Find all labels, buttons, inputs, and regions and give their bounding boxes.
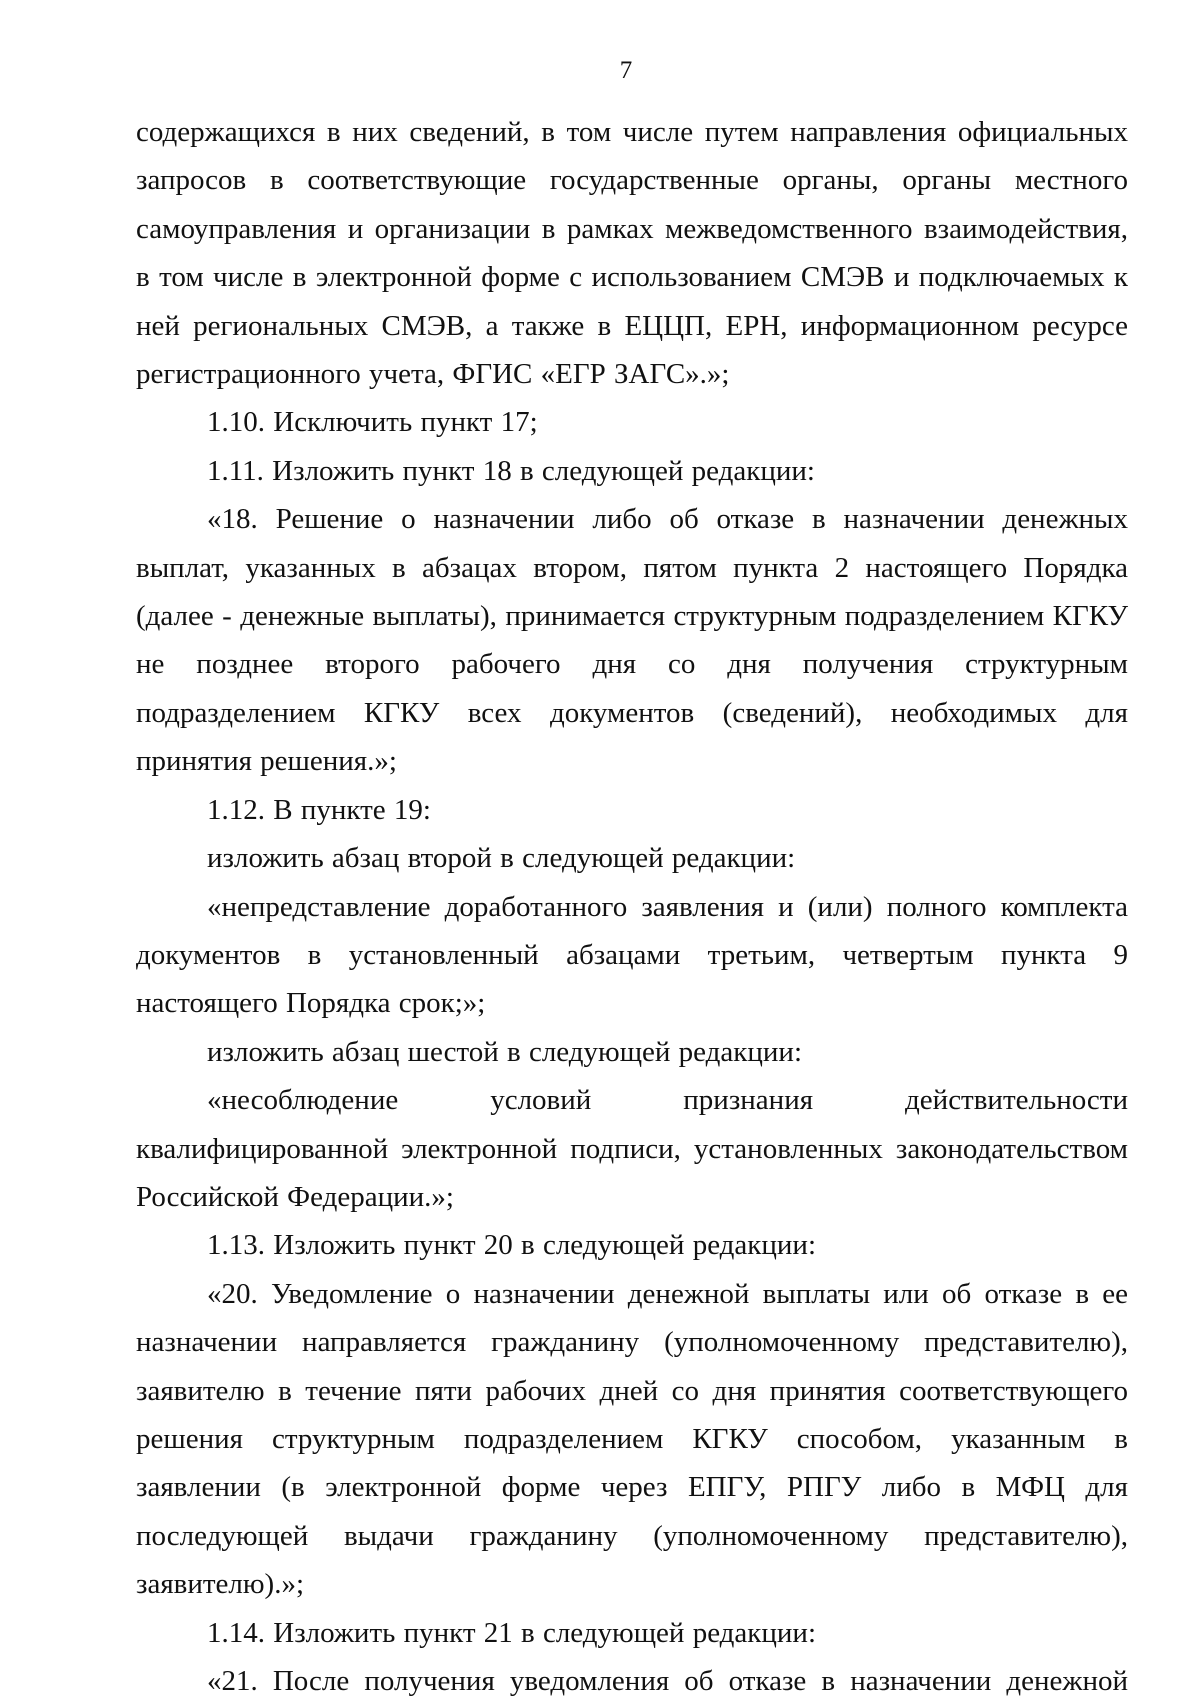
paragraph-abzac-sixth-instruction: изложить абзац шестой в следующей редакции: [207,1035,802,1068]
paragraph-point-18-text: «18. Решение о назначении либо об отказе в назначении денежных выплат, указанных в абзацах втором, пятом пункта 2 настоящего Порядка (далее - денежные выплаты), принимается структурным подразделением КГКУ не позднее второго рабочего дня со дня получения структурным подразделением КГКУ всех документов (сведений), необходимых для принятия решения.»; [136,503,1128,778]
paragraph-point-21-text: «21. После получения уведомления об отказе в назначении денежной [207,1665,1128,1697]
paragraph-abzac-sixth-text: «несоблюдение условий признания действительности квалифицированной электронной подписи, установленных законодательством Российской Федерации.»; [136,1084,1128,1213]
paragraph-abzac-second-text: «непредставление доработанного заявления и (или) полного комплекта документов в установленный абзацами третьим, четвертым пункта 9 настоящего Порядка срок;»; [136,890,1128,1020]
paragraph-item-1-12: 1.12. В пункте 19: [207,793,431,826]
paragraph-item-1-11: 1.11. Изложить пункт 18 в следующей редакции: [207,454,815,487]
document-body [136,108,1128,1705]
paragraph-item-1-10: 1.10. Исключить пункт 17; [207,406,538,439]
page-number: 7 [619,57,633,84]
paragraph-point-20-text: «20. Уведомление о назначении денежной выплаты или об отказе в ее назначении направляется гражданину (уполномоченному представителю), заявителю в течение пяти рабочих дней со дня принятия соответствующего решения структурным подразделением КГКУ способом, указанным в заявлении (в электронной форме через ЕПГУ, РПГУ либо в МФЦ для последующей выдачи гражданину (уполномоченному представителю), заявителю).»; [136,1277,1128,1601]
paragraph-abzac-second-instruction: изложить абзац второй в следующей редакции: [207,842,796,875]
paragraph-item-1-14: 1.14. Изложить пункт 21 в следующей редакции: [207,1616,817,1649]
paragraph-item-1-13: 1.13. Изложить пункт 20 в следующей редакции: [207,1229,817,1262]
paragraph-continuation: содержащихся в них сведений, в том числе путем направления официальных запросов в соответствующие государственные органы, органы местного самоуправления и организации в рамках межведомственного взаимодействия, в том числе в электронной форме с использованием СМЭВ и подключаемых к ней региональных СМЭВ, а также в ЕЦЦП, ЕРН, информационном ресурсе регистрационного учета, ФГИС «ЕГР ЗАГС».»; [136,116,1128,391]
